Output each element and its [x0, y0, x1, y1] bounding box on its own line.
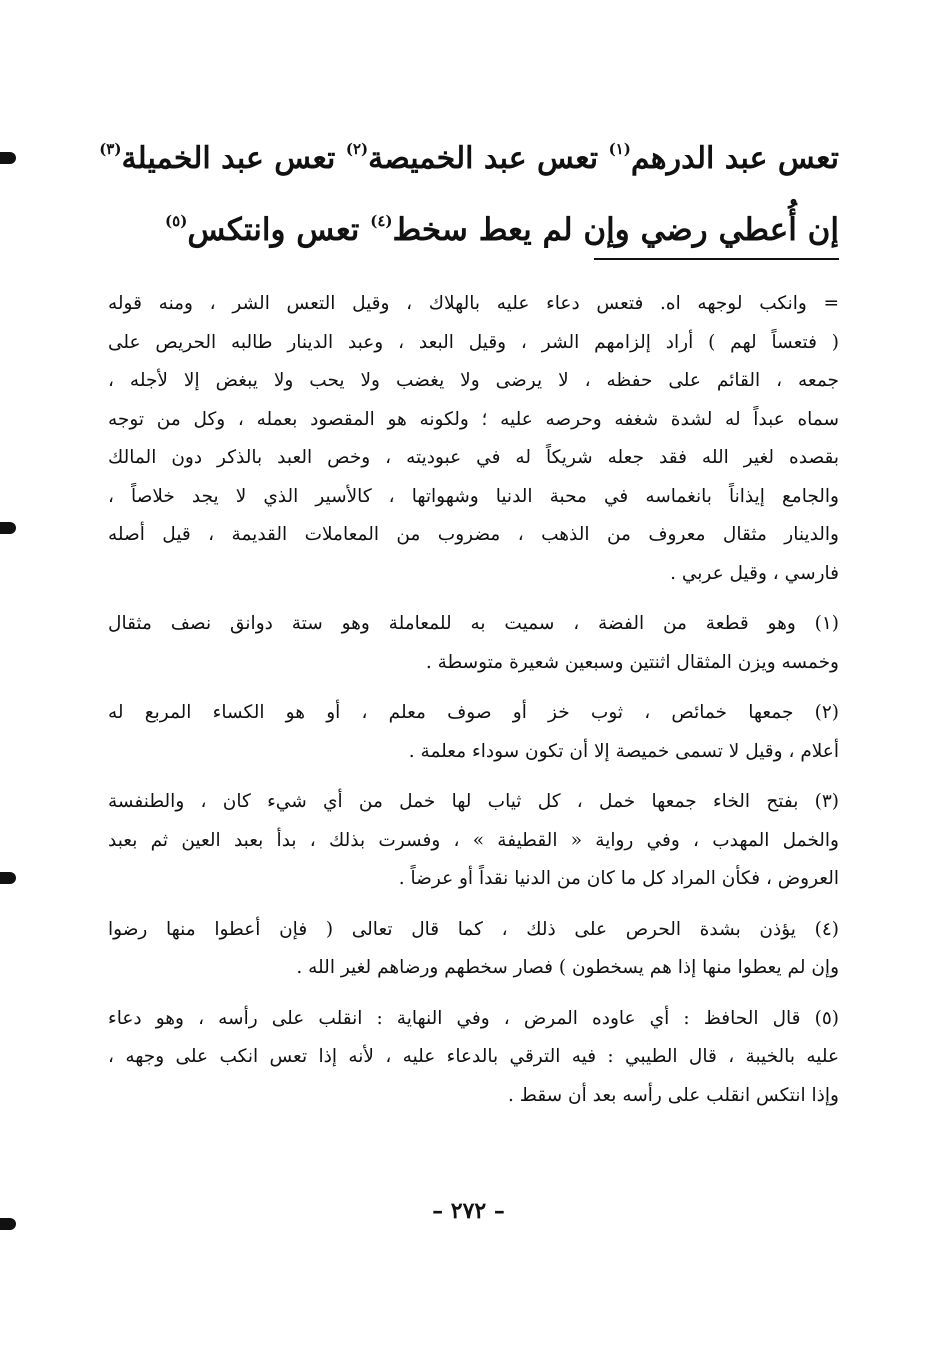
hadith-text: [95, 118, 839, 261]
scan-edge-mark: [0, 152, 16, 164]
footnote-line: وإذا انتكس انقلب على رأسه بعد أن سقط .: [508, 1084, 839, 1106]
footnote-line: والخمل المهدب ، وفي رواية « القطيفة » ، وفسرت بذلك ، بدأ بعبد العين ثم بعبد: [108, 829, 839, 851]
footnote-line: أعلام ، وقيل لا تسمى خميصة إلا أن تكون سوداء معلمة .: [408, 740, 839, 762]
footnote-line: (٣) بفتح الخاء جمعها خمل ، كل ثياب لها خمل من أي شيء كان ، والطنفسة: [108, 791, 839, 812]
footnote-marker-2[interactable]: (٢): [345, 140, 369, 158]
footnote-marker-1[interactable]: (١): [608, 140, 631, 158]
footnote-3: [108, 783, 839, 899]
footnote-1: [108, 605, 839, 682]
footnote-line: (١) وهو قطعة من الفضة ، سميت به للمعاملة وهو ستة دوانق نصف مثقال: [108, 613, 839, 634]
hadith-line-1: [95, 118, 839, 190]
footnote-line: جمعه ، القائم على حفظه ، لا يرضى ولا يغضب ولا يحب ولا يبغض إلا لأجله ،: [108, 370, 839, 391]
hadith-phrase: إن أُعطي رضي وإن لم يعط سخط: [392, 212, 839, 248]
hadith-phrase: تعس وانتكس: [187, 212, 371, 248]
footnote-line: (٥) قال الحافظ : أي عاوده المرض ، وفي النهاية : انقلب على رأسه ، وهو دعاء: [108, 1007, 839, 1029]
footnote-line: والدينار مثقال معروف من الذهب ، مضروب من المعاملات القديمة ، قيل أصله: [108, 524, 839, 545]
footnote-line: بقصده لغير الله فقد جعله شريكاً له في عبوديته ، وخص العبد بالذكر دون المالك: [108, 447, 839, 468]
hadith-phrase: تعس عبد الخميلة: [121, 141, 346, 176]
footnote-line: وخمسه ويزن المثقال اثنتين وسبعين شعيرة متوسطة .: [425, 651, 839, 673]
footnote-marker-4[interactable]: (٤): [370, 212, 393, 230]
footnote-line: والجامع إيذاناً بانغماسه في محبة الدنيا وشهواتها ، كالأسير الذي لا يجد خلاصاً ،: [108, 485, 839, 507]
footnote-line: عليه بالخيبة ، قال الطيبي : فيه الترقي بالدعاء عليه ، لأنه إذا تعس انكب على وجهه ،: [108, 1046, 839, 1067]
hadith-line-2: [95, 190, 839, 261]
footnote-line: وإن لم يعطوا منها إذا هم يسخطون ) فصار سخطهم ورضاهم لغير الله .: [296, 957, 839, 978]
footnote-line: فارسي ، وقيل عربي .: [670, 562, 839, 584]
footnote-line: (٤) يؤذن بشدة الحرص على ذلك ، كما قال تعالى ( فإن أعطوا منها رضوا: [108, 918, 839, 940]
footnote-marker-3[interactable]: (٣): [99, 140, 122, 158]
footnote-line: سماه عبداً له لشدة شغفه وحرصه عليه ؛ ولكونه هو المقصود بعمله ، وكل من توجه: [108, 408, 839, 430]
scan-edge-mark: [0, 872, 16, 884]
footnote-continuation: [108, 285, 839, 593]
footnote-line: = وانكب لوجهه اه. فتعس دعاء عليه بالهلاك ، وقيل التعس الشر ، ومنه قوله: [108, 293, 839, 314]
hadith-phrase: تعس عبد الخميصة: [368, 141, 609, 176]
footnote-5: [108, 1000, 839, 1116]
footnote-line: ( فتعساً لهم ) أراد إلزامهم الشر ، وقيل البعد ، وعبد الدينار طالبه الحريص على: [108, 331, 839, 353]
footnote-separator: [594, 258, 839, 260]
footnote-marker-5[interactable]: (٥): [165, 212, 188, 230]
footnote-4: [108, 911, 839, 988]
hadith-phrase: تعس عبد الدرهم: [630, 141, 839, 176]
footnote-line: (٢) جمعها خمائص ، ثوب خز أو صوف معلم ، أو هو الكساء المربع له: [108, 702, 839, 723]
page-number: – ٢٧٢ –: [432, 1198, 505, 1224]
footnote-line: العروض ، فكأن المراد كل ما كان من الدنيا نقداً أو عرضاً .: [398, 868, 839, 889]
footnotes: [108, 285, 839, 1127]
footnote-2: [108, 694, 839, 771]
scan-edge-mark: [0, 522, 16, 534]
